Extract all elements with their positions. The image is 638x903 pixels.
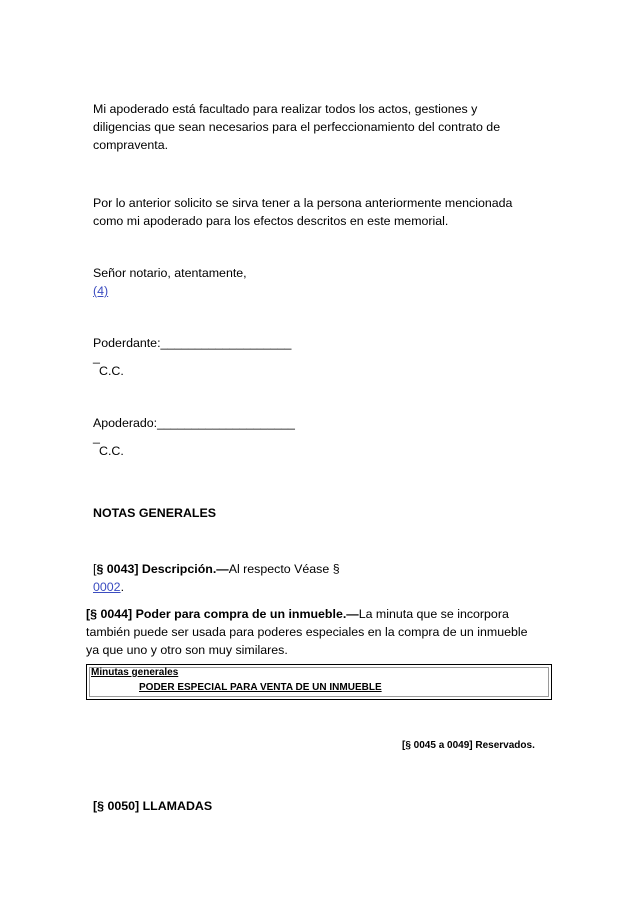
apoderado-cc: C.C. [99,444,124,458]
closing [93,264,247,300]
text-line: Mi apoderado está facultado para realizar todos los actos, gestiones y [93,102,478,116]
poderdante-label: Poderdante:___________________ [93,336,292,350]
minutas-title: Minutas generales [91,667,179,678]
signature-poderdante [93,334,291,380]
apoderado-underscore: _ [93,430,100,444]
section-0002-link[interactable]: 0002 [93,580,121,594]
section-0044 [86,605,528,659]
section-0044-text: La minuta que se incorpora [358,607,509,621]
paragraph-facultades [93,100,500,154]
notes-heading: NOTAS GENERALES [93,506,216,520]
section-0044-line: también puede ser usada para poderes especiales en la compra de un inmueble [86,625,528,639]
closing-text: Señor notario, atentamente, [93,266,247,280]
text-line: diligencias que sean necesarios para el perfeccionamiento del contrato de [93,120,501,134]
section-0043 [93,560,340,596]
text-line: como mi apoderado para los efectos descritos en este memorial. [93,214,449,228]
llamadas-heading: [§ 0050] LLAMADAS [93,799,213,813]
text-line: Por lo anterior solicito se sirva tener a la persona anteriormente mencionada [93,196,513,210]
section-0043-bracket: [ [93,562,97,576]
poderdante-cc: C.C. [99,364,124,378]
paragraph-solicitud [93,194,512,230]
poderdante-underscore: _ [93,350,100,364]
apoderado-label: Apoderado:____________________ [93,416,295,430]
closing-ref-link[interactable]: (4) [93,284,109,298]
section-0043-text: Al respecto Véase § [228,562,340,576]
section-0044-line: ya que uno y otro son muy similares. [86,643,288,657]
section-0043-title: § 0043] Descripción.— [96,562,229,576]
section-0043-period: . [120,580,125,594]
text-line: compraventa. [93,138,169,152]
poder-especial-link[interactable]: PODER ESPECIAL PARA VENTA DE UN INMUEBLE [139,682,382,693]
section-0044-title: [§ 0044] Poder para compra de un inmueble.— [86,607,359,621]
signature-apoderado [93,414,295,460]
reserved-sections: [§ 0045 a 0049] Reservados. [402,740,535,751]
minutas-box [86,664,552,700]
